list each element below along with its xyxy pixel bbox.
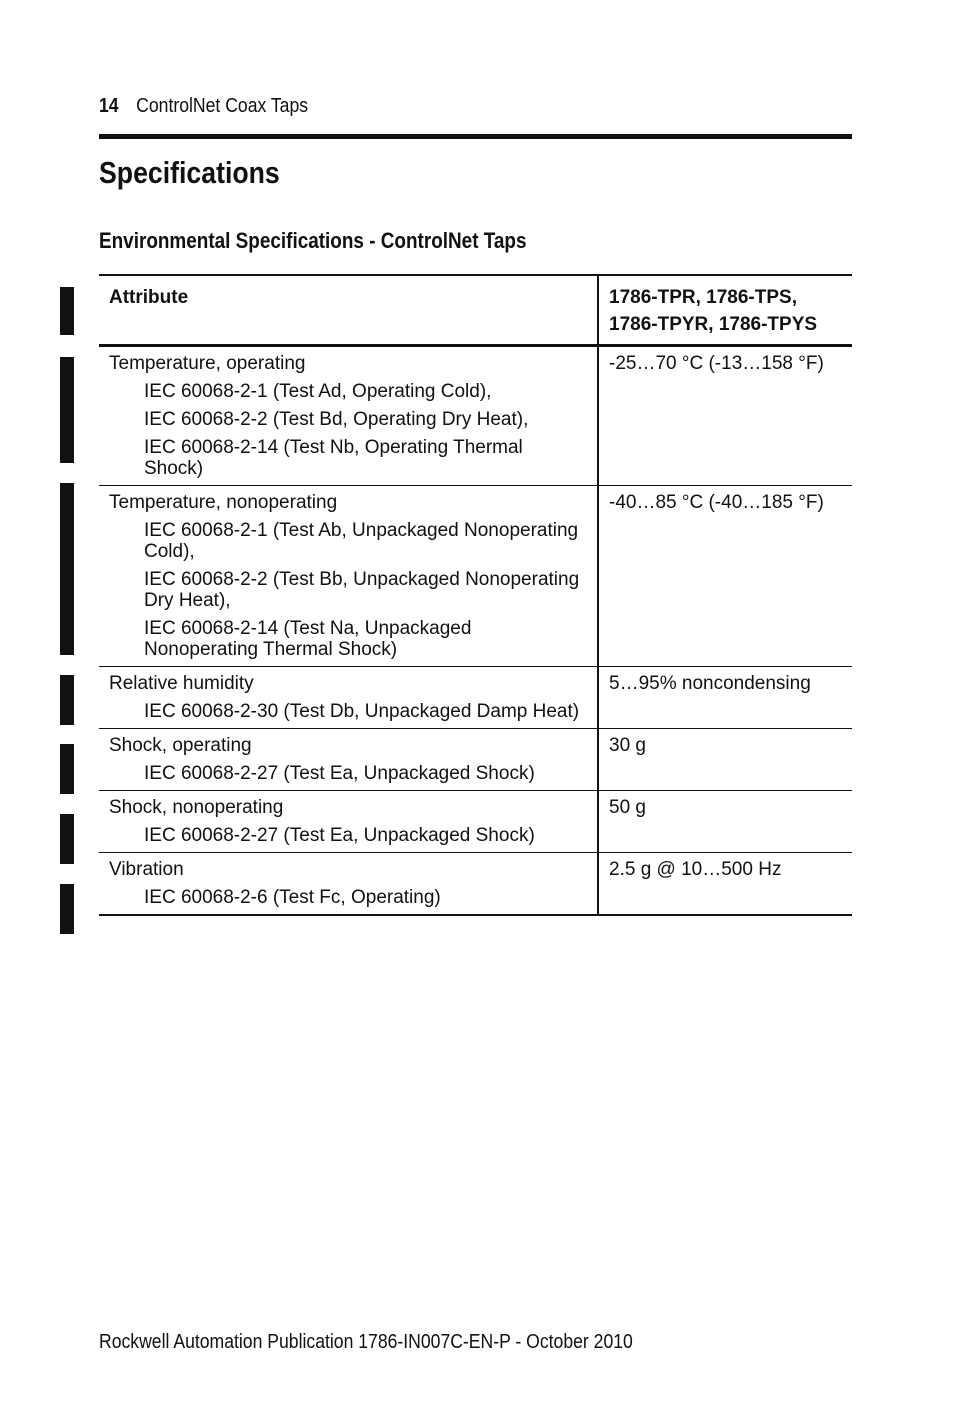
attribute-name: Shock, operating xyxy=(109,734,252,756)
test-standard: IEC 60068-2-1 (Test Ad, Operating Cold), xyxy=(144,380,492,402)
table-row xyxy=(99,728,852,790)
attribute-cell xyxy=(99,728,598,790)
table-row xyxy=(99,345,852,485)
attribute-name: Relative humidity xyxy=(109,672,254,694)
change-bar xyxy=(60,814,74,864)
column-header-attribute: Attribute xyxy=(99,275,598,345)
change-bar xyxy=(60,744,74,794)
section-title: Specifications xyxy=(99,155,280,190)
table-row xyxy=(99,852,852,915)
value-cell: 30 g xyxy=(598,728,852,790)
environmental-specs-table xyxy=(99,274,852,916)
table-row xyxy=(99,666,852,728)
attribute-cell xyxy=(99,852,598,915)
attribute-cell xyxy=(99,666,598,728)
header-rule xyxy=(99,134,852,139)
attribute-cell xyxy=(99,790,598,852)
test-standard: IEC 60068-2-27 (Test Ea, Unpackaged Shock) xyxy=(144,762,535,784)
test-standard: IEC 60068-2-6 (Test Fc, Operating) xyxy=(144,886,441,908)
column-header-catalog-numbers: 1786-TPR, 1786-TPS, 1786-TPYR, 1786-TPYS xyxy=(598,275,852,345)
attribute-name: Vibration xyxy=(109,858,184,880)
test-standard: IEC 60068-2-2 (Test Bd, Operating Dry Heat), xyxy=(144,408,529,430)
value-cell: 2.5 g @ 10…500 Hz xyxy=(598,852,852,915)
page-number: 14 xyxy=(99,95,119,117)
value-cell: -40…85 °C (-40…185 °F) xyxy=(598,485,852,666)
test-standard: IEC 60068-2-27 (Test Ea, Unpackaged Shock) xyxy=(144,824,535,846)
attribute-name: Temperature, nonoperating xyxy=(109,491,338,513)
attribute-name: Temperature, operating xyxy=(109,352,306,374)
test-standard: IEC 60068-2-2 (Test Bb, Unpackaged Nonoperating Dry Heat), xyxy=(144,568,580,611)
test-standard: IEC 60068-2-14 (Test Nb, Operating Thermal Shock) xyxy=(144,436,523,479)
attribute-cell xyxy=(99,345,598,485)
test-standard: IEC 60068-2-1 (Test Ab, Unpackaged Nonoperating Cold), xyxy=(144,519,579,562)
attribute-cell xyxy=(99,485,598,666)
test-standard: IEC 60068-2-14 (Test Na, Unpackaged Nonoperating Thermal Shock) xyxy=(144,617,472,660)
table-header-row xyxy=(99,275,852,345)
attribute-name: Shock, nonoperating xyxy=(109,796,284,818)
value-cell: -25…70 °C (-13…158 °F) xyxy=(598,345,852,485)
change-bar xyxy=(60,675,74,725)
table-title: Environmental Specifications - ControlNet Taps xyxy=(99,228,527,253)
header-title: ControlNet Coax Taps xyxy=(136,95,309,117)
page-footer: Rockwell Automation Publication 1786-IN007C-EN-P - October 2010 xyxy=(99,1331,633,1353)
running-header xyxy=(99,95,308,118)
test-standard: IEC 60068-2-30 (Test Db, Unpackaged Damp Heat) xyxy=(144,700,580,722)
value-cell: 50 g xyxy=(598,790,852,852)
change-bar xyxy=(60,357,74,463)
value-cell: 5…95% noncondensing xyxy=(598,666,852,728)
change-bar xyxy=(60,483,74,655)
table-row xyxy=(99,485,852,666)
change-bar xyxy=(60,287,74,335)
change-bar xyxy=(60,884,74,934)
table-row xyxy=(99,790,852,852)
